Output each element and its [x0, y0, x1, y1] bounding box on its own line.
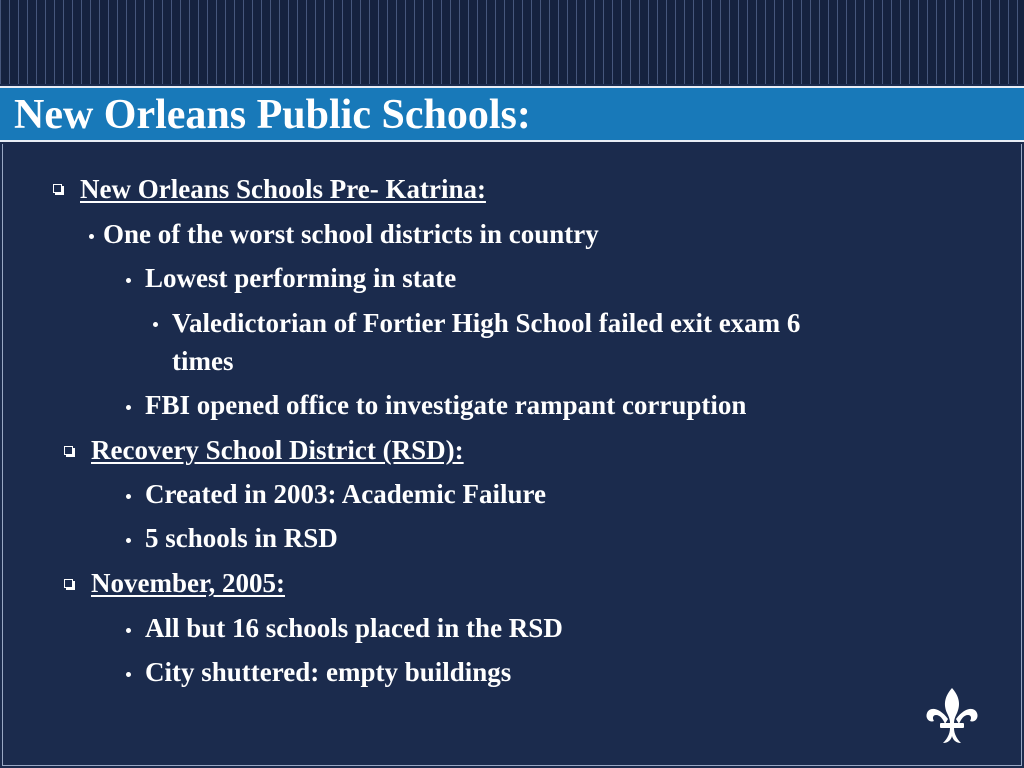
fleur-de-lis-icon [924, 686, 980, 746]
bullet-dot-icon [126, 278, 131, 283]
bullet-dot-icon [126, 628, 131, 633]
bullet-dot-icon [153, 322, 158, 327]
list-item: City shuttered: empty buildings [145, 657, 512, 687]
list-item: Valedictorian of Fortier High School failed exit exam 6 [172, 308, 801, 338]
list-item: FBI opened office to investigate rampant corruption [145, 390, 747, 420]
section-heading-november-2005: November, 2005: [91, 568, 285, 598]
bullet-dot-icon [126, 405, 131, 410]
bullet-dot-icon [126, 494, 131, 499]
title-bar [0, 86, 1024, 142]
section-heading-pre-katrina: New Orleans Schools Pre- Katrina: [80, 174, 486, 204]
section-heading-rsd: Recovery School District (RSD): [91, 435, 464, 465]
square-bullet-icon [53, 184, 62, 193]
square-bullet-icon [64, 579, 73, 588]
list-item: Created in 2003: Academic Failure [145, 479, 546, 509]
header-stripes [0, 0, 1024, 84]
bullet-dot-icon [89, 234, 94, 239]
list-item-continuation: times [172, 346, 234, 376]
slide-title: New Orleans Public Schools: [14, 92, 531, 138]
list-item: One of the worst school districts in country [103, 219, 599, 249]
bullet-dot-icon [126, 538, 131, 543]
list-item: All but 16 schools placed in the RSD [145, 613, 563, 643]
bullet-dot-icon [126, 672, 131, 677]
list-item: 5 schools in RSD [145, 523, 338, 553]
square-bullet-icon [64, 446, 73, 455]
list-item: Lowest performing in state [145, 263, 457, 293]
